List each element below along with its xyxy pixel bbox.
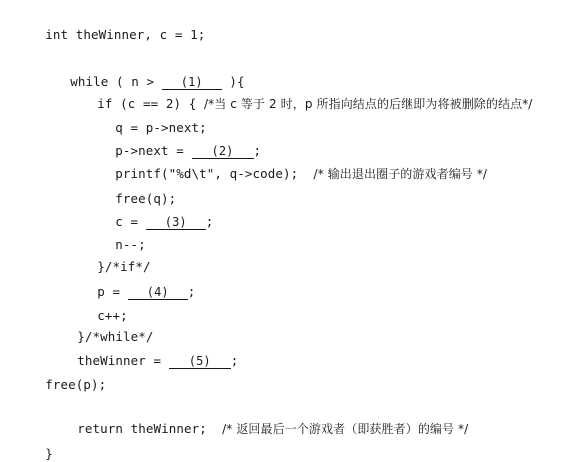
code-line-free-p [30,361,107,392]
code-line-n-dec [100,221,146,252]
c-inc-text: c++; [97,308,128,323]
code-line-declaration [30,11,206,42]
code-line-free-q [100,175,177,206]
winner-assign-suffix: ; [230,353,239,368]
q-assign-text: q = p->next; [115,120,207,135]
printf-code: printf("%d\t", q->code); [115,166,314,181]
next-assign-suffix: ; [253,143,262,158]
return-code: return theWinner; [77,421,223,436]
blank-1: (1) [162,75,222,90]
n-dec-text: n--; [115,237,146,252]
printf-comment: /* 输出退出圈子的游戏者编号 */ [313,167,488,181]
code-line-p-assign [82,268,196,299]
if-open-comment: /*当 c 等于 2 时，p 所指向结点的后继即为将被删除的结点*/ [204,97,533,111]
code-line-printf [100,150,488,181]
code-line-closing-brace [30,430,53,461]
code-line-next-assign [100,127,262,158]
code-line-q-assign [100,104,207,135]
closing-brace-text: } [45,446,53,461]
while-open-suffix: ){ [221,74,245,89]
while-open-prefix: while ( n > [70,74,162,89]
blank-3: (3) [146,215,206,230]
if-open-code: if (c == 2) { [97,96,205,111]
code-line-while-close [62,313,154,344]
return-comment: /* 返回最后一个游戏者（即获胜者）的编号 */ [222,422,469,436]
blank-4: (4) [128,285,188,300]
winner-assign-prefix: theWinner = [77,353,169,368]
code-line-if-close [82,243,151,274]
if-close-text: }/*if*/ [97,259,151,274]
code-line-winner-assign [62,337,239,368]
code-line-c-assign [100,198,214,229]
blank-5: (5) [169,354,231,369]
code-line-while-open [55,58,245,89]
free-q-text: free(q); [115,191,177,206]
code-line-return [62,405,469,436]
next-assign-prefix: p->next = [115,143,192,158]
declaration-text: int theWinner, c = 1; [45,27,206,42]
code-line-c-inc [82,292,128,323]
c-assign-prefix: c = [115,214,146,229]
c-assign-suffix: ; [205,214,214,229]
free-p-text: free(p); [45,377,107,392]
p-assign-suffix: ; [187,284,196,299]
blank-2: (2) [192,144,254,159]
code-line-if-open [82,80,533,111]
while-close-text: }/*while*/ [77,329,154,344]
p-assign-prefix: p = [97,284,128,299]
